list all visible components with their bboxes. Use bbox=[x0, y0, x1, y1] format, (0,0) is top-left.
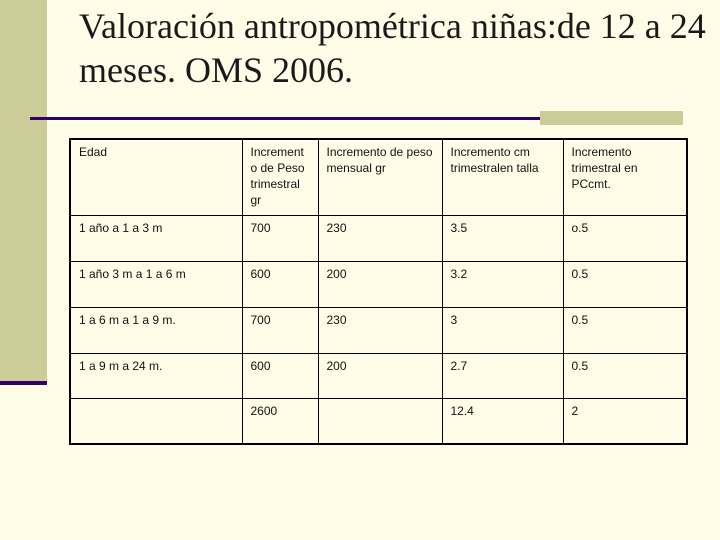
table-row bbox=[70, 353, 687, 398]
table-cell: 230 bbox=[318, 307, 442, 353]
title-rule-accent bbox=[540, 111, 683, 125]
table-cell: 3.5 bbox=[442, 215, 563, 261]
table-cell: 230 bbox=[318, 215, 442, 261]
table-row bbox=[70, 215, 687, 261]
header-cell-age: Edad bbox=[70, 139, 242, 215]
table-cell: 1 a 9 m a 24 m. bbox=[70, 353, 242, 398]
table-cell: 600 bbox=[242, 353, 318, 398]
decorative-side-underline bbox=[0, 381, 47, 385]
table-cell: o.5 bbox=[563, 215, 687, 261]
table-cell: 0.5 bbox=[563, 307, 687, 353]
table-cell: 3 bbox=[442, 307, 563, 353]
table-cell: 2600 bbox=[242, 398, 318, 444]
anthropometry-table bbox=[69, 138, 688, 445]
table-header-row bbox=[70, 139, 687, 215]
header-cell-head-circumference: Incremento trimestral en PCcmt. bbox=[563, 139, 687, 215]
table-cell: 700 bbox=[242, 215, 318, 261]
table-cell: 0.5 bbox=[563, 353, 687, 398]
header-cell-height-quarterly: Incremento cm trimestralen talla bbox=[442, 139, 563, 215]
table-cell: 200 bbox=[318, 261, 442, 307]
table-cell bbox=[318, 398, 442, 444]
header-cell-weight-monthly: Incremento de peso mensual gr bbox=[318, 139, 442, 215]
table-cell bbox=[70, 398, 242, 444]
table-cell: 2 bbox=[563, 398, 687, 444]
table-cell: 0.5 bbox=[563, 261, 687, 307]
table-cell: 1 a 6 m a 1 a 9 m. bbox=[70, 307, 242, 353]
table-cell: 600 bbox=[242, 261, 318, 307]
decorative-side-bar bbox=[0, 0, 47, 383]
title-rule bbox=[30, 117, 540, 120]
table-cell: 1 año 3 m a 1 a 6 m bbox=[70, 261, 242, 307]
table-cell: 200 bbox=[318, 353, 442, 398]
table-cell: 2.7 bbox=[442, 353, 563, 398]
table-cell: 12.4 bbox=[442, 398, 563, 444]
table-cell: 3.2 bbox=[442, 261, 563, 307]
header-cell-weight-quarterly: Increment o de Peso trimestral gr bbox=[242, 139, 318, 215]
table-cell: 700 bbox=[242, 307, 318, 353]
table-cell: 1 año a 1 a 3 m bbox=[70, 215, 242, 261]
table-row bbox=[70, 307, 687, 353]
table-row bbox=[70, 261, 687, 307]
slide-title: Valoración antropométrica niñas:de 12 a 24 meses. OMS 2006. bbox=[79, 6, 706, 90]
table-total-row bbox=[70, 398, 687, 444]
